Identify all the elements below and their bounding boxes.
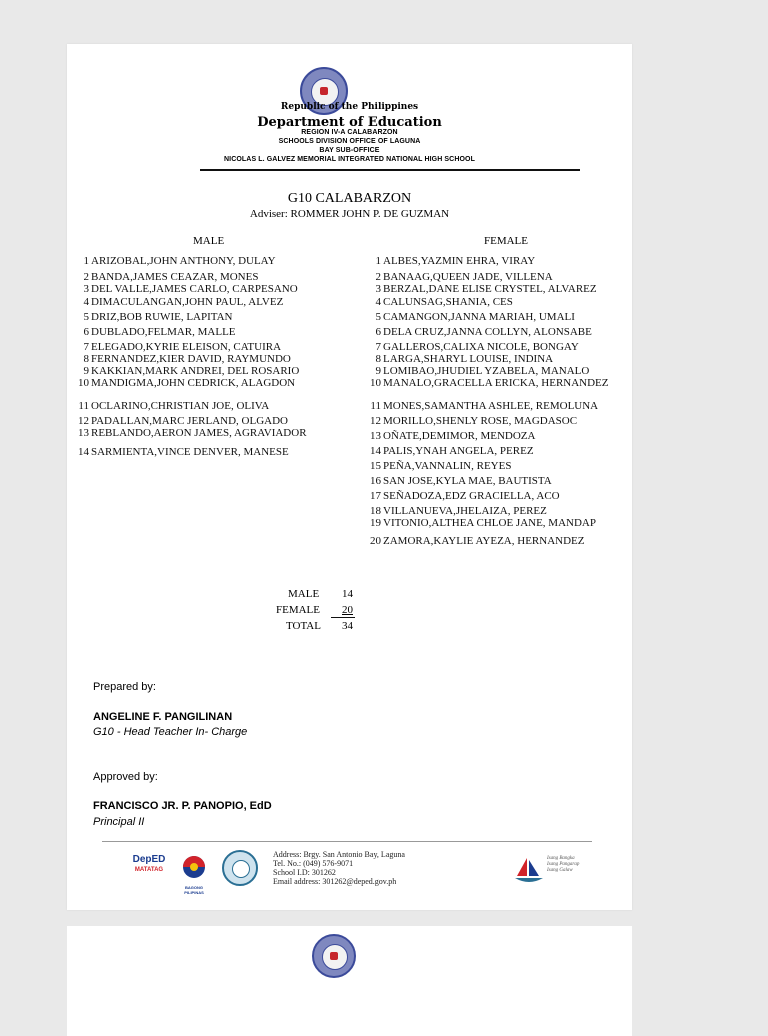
female-student-row (368, 342, 579, 353)
female-student-row-number: 9 (375, 365, 381, 377)
female-student-name: ALBES,YAZMIN EHRA, VIRAY (383, 255, 536, 267)
department-title: Department of Education (257, 115, 442, 130)
female-student-row (368, 476, 552, 487)
male-student-row-number: 12 (78, 415, 89, 427)
female-student-row (368, 366, 589, 377)
male-student-row (76, 416, 288, 427)
male-student-name: OCLARINO,CHRISTIAN JOE, OLIVA (91, 400, 270, 412)
school-name: NICOLAS L. GALVEZ MEMORIAL INTEGRATED NATIONAL HIGH SCHOOL (224, 156, 475, 163)
male-student-name: DRIZ,BOB RUWIE, LAPITAN (91, 311, 233, 323)
female-student-row (368, 284, 597, 295)
male-student-name: DIMACULANGAN,JOHN PAUL, ALVEZ (91, 296, 284, 308)
male-student-row (76, 428, 307, 439)
total-male-value: 14 (342, 588, 353, 600)
male-student-name: DUBLADO,FELMAR, MALLE (91, 326, 236, 338)
female-student-row-number: 16 (370, 475, 381, 487)
deped-seal-logo-next-page (312, 934, 356, 978)
female-heading: FEMALE (484, 235, 528, 247)
female-student-row (368, 297, 513, 308)
female-student-row-number: 6 (375, 326, 381, 338)
female-student-row (368, 416, 577, 427)
male-student-row (76, 447, 289, 458)
female-student-name: MORILLO,SHENLY ROSE, MAGDASOC (383, 415, 578, 427)
female-student-row (368, 536, 584, 547)
female-student-name: OÑATE,DEMIMOR, MENDOZA (383, 430, 536, 442)
male-student-name: ELEGADO,KYRIE ELEISON, CATUIRA (91, 341, 282, 353)
male-student-name: MANDIGMA,JOHN CEDRICK, ALAGDON (91, 377, 296, 389)
female-student-row-number: 15 (370, 460, 381, 472)
male-student-row-number: 11 (78, 400, 89, 412)
male-student-row-number: 13 (78, 427, 89, 439)
email-text: Email address: 301262@deped.gov.ph (273, 877, 397, 886)
male-student-row (76, 342, 281, 353)
male-student-name: ARIZOBAL,JOHN ANTHONY, DULAY (91, 255, 276, 267)
tagline (547, 856, 579, 874)
female-student-row-number: 2 (375, 271, 381, 283)
tel-text: Tel. No.: (049) 576-9071 (273, 859, 354, 868)
female-student-name: DELA CRUZ,JANNA COLLYN, ALONSABE (383, 326, 592, 338)
male-student-row-number: 7 (83, 341, 89, 353)
tagline-3: Isang Galaw (547, 868, 573, 873)
female-student-name: CALUNSAG,SHANIA, CES (383, 296, 513, 308)
total-value: 34 (342, 620, 353, 632)
female-student-name: SAN JOSE,KYLA MAE, BAUTISTA (383, 475, 552, 487)
female-student-row-number: 20 (370, 535, 381, 547)
header-divider (200, 169, 580, 171)
next-page (67, 926, 632, 1036)
male-student-row (76, 401, 269, 412)
female-student-row-number: 18 (370, 505, 381, 517)
deped-matatag-logo: DepED MATATAG (132, 854, 166, 873)
total-rule (331, 617, 355, 618)
female-student-name: ZAMORA,KAYLIE AYEZA, HERNANDEZ (383, 535, 585, 547)
republic-line: Republic of the Philippines (280, 102, 419, 112)
female-student-row-number: 10 (370, 377, 381, 389)
bagong-pilipinas-logo: BAGONG PILIPINAS (177, 854, 211, 888)
female-student-name: PALIS,YNAH ANGELA, PEREZ (383, 445, 534, 457)
tagline-1: Isang Bangka (547, 856, 575, 861)
female-student-row-number: 13 (370, 430, 381, 442)
male-student-name: DEL VALLE,JAMES CARLO, CARPESANO (91, 283, 298, 295)
prepared-by-name: ANGELINE F. PANGILINAN (93, 711, 233, 723)
female-student-row (368, 378, 609, 389)
female-student-row-number: 4 (375, 296, 381, 308)
male-student-row (76, 366, 299, 377)
female-student-row (368, 431, 535, 442)
male-student-row-number: 1 (83, 255, 89, 267)
female-student-name: BANAAG,QUEEN JADE, VILLENA (383, 271, 553, 283)
female-student-row (368, 491, 560, 502)
female-student-name: BERZAL,DANE ELISE CRYSTEL, ALVAREZ (383, 283, 597, 295)
contact-info (273, 850, 405, 886)
male-student-row-number: 9 (83, 365, 89, 377)
prepared-by-title: G10 - Head Teacher In- Charge (93, 726, 248, 738)
division-line: SCHOOLS DIVISION OFFICE OF LAGUNA (278, 138, 421, 145)
female-student-name: VITONIO,ALTHEA CHLOE JANE, MANDAP (383, 517, 596, 529)
address-text: Address: Brgy. San Antonio Bay, Laguna (273, 850, 405, 859)
school-seal-logo (222, 850, 258, 886)
school-id-text: School I.D: 301262 (273, 868, 336, 877)
female-student-row-number: 7 (375, 341, 381, 353)
male-student-row (76, 256, 276, 267)
document-page (67, 44, 632, 910)
female-student-row (368, 354, 553, 365)
female-student-row (368, 327, 592, 338)
total-label: TOTAL (286, 620, 321, 632)
male-student-name: REBLANDO,AERON JAMES, AGRAVIADOR (91, 427, 307, 439)
male-student-row-number: 4 (83, 296, 89, 308)
female-student-name: LARGA,SHARYL LOUISE, INDINA (383, 353, 554, 365)
prepared-by-label: Prepared by: (93, 681, 156, 693)
approved-by-label: Approved by: (93, 771, 158, 783)
female-student-name: LOMIBAO,JHUDIEL YZABELA, MANALO (383, 365, 590, 377)
female-student-row-number: 14 (370, 445, 381, 457)
female-student-row-number: 19 (370, 517, 381, 529)
male-student-row-number: 14 (78, 446, 89, 458)
approved-by-name: FRANCISCO JR. P. PANOPIO, EdD (93, 800, 272, 812)
female-student-name: SEÑADOZA,EDZ GRACIELLA, ACO (383, 490, 560, 502)
region-line: REGION IV-A CALABARZON (301, 129, 398, 136)
female-student-row-number: 3 (375, 283, 381, 295)
male-student-name: PADALLAN,MARC JERLAND, OLGADO (91, 415, 288, 427)
male-student-row-number: 8 (83, 353, 89, 365)
approved-by-title: Principal II (93, 816, 145, 828)
male-student-row (76, 297, 283, 308)
female-student-row (368, 401, 598, 412)
female-student-row-number: 1 (375, 255, 381, 267)
male-student-row-number: 5 (83, 311, 89, 323)
footer-divider (102, 841, 592, 842)
tagline-2: Isang Pangarap (547, 862, 580, 867)
male-student-row-number: 3 (83, 283, 89, 295)
female-student-row (368, 506, 547, 517)
male-student-name: FERNANDEZ,KIER DAVID, RAYMUNDO (91, 353, 291, 365)
female-student-row (368, 256, 535, 267)
male-student-row (76, 354, 291, 365)
male-student-name: BANDA,JAMES CEAZAR, MONES (91, 271, 259, 283)
female-student-row (368, 518, 596, 529)
male-heading: MALE (193, 235, 225, 247)
female-student-name: MONES,SAMANTHA ASHLEE, REMOLUNA (383, 400, 599, 412)
male-student-row (76, 272, 258, 283)
female-student-row-number: 5 (375, 311, 381, 323)
adviser-line: Adviser: ROMMER JOHN P. DE GUZMAN (249, 208, 450, 220)
female-student-row (368, 446, 534, 457)
female-student-row-number: 17 (370, 490, 381, 502)
male-student-row-number: 10 (78, 377, 89, 389)
female-student-row (368, 272, 553, 283)
female-student-name: CAMANGON,JANNA MARIAH, UMALI (383, 311, 575, 323)
male-student-row-number: 2 (83, 271, 89, 283)
male-student-row (76, 312, 233, 323)
male-student-name: SARMIENTA,VINCE DENVER, MANESE (91, 446, 289, 458)
female-student-row-number: 11 (370, 400, 381, 412)
female-student-name: PEÑA,VANNALIN, REYES (383, 460, 512, 472)
female-student-row (368, 461, 511, 472)
male-student-name: KAKKIAN,MARK ANDREI, DEL ROSARIO (91, 365, 300, 377)
total-male-label: MALE (288, 588, 320, 600)
male-student-row (76, 378, 295, 389)
female-student-name: MANALO,GRACELLA ERICKA, HERNANDEZ (383, 377, 609, 389)
female-student-name: VILLANUEVA,JHELAIZA, PEREZ (383, 505, 547, 517)
total-female-value: 20 (342, 604, 353, 616)
female-student-row-number: 8 (375, 353, 381, 365)
male-student-row (76, 284, 298, 295)
male-student-row-number: 6 (83, 326, 89, 338)
male-student-row (76, 327, 236, 338)
section-title: G10 CALABARZON (287, 191, 412, 206)
female-student-name: GALLEROS,CALIXA NICOLE, BONGAY (383, 341, 579, 353)
female-student-row-number: 12 (370, 415, 381, 427)
total-female-label: FEMALE (276, 604, 320, 616)
female-student-row (368, 312, 575, 323)
sub-office-line: BAY SUB-OFFICE (319, 147, 380, 154)
